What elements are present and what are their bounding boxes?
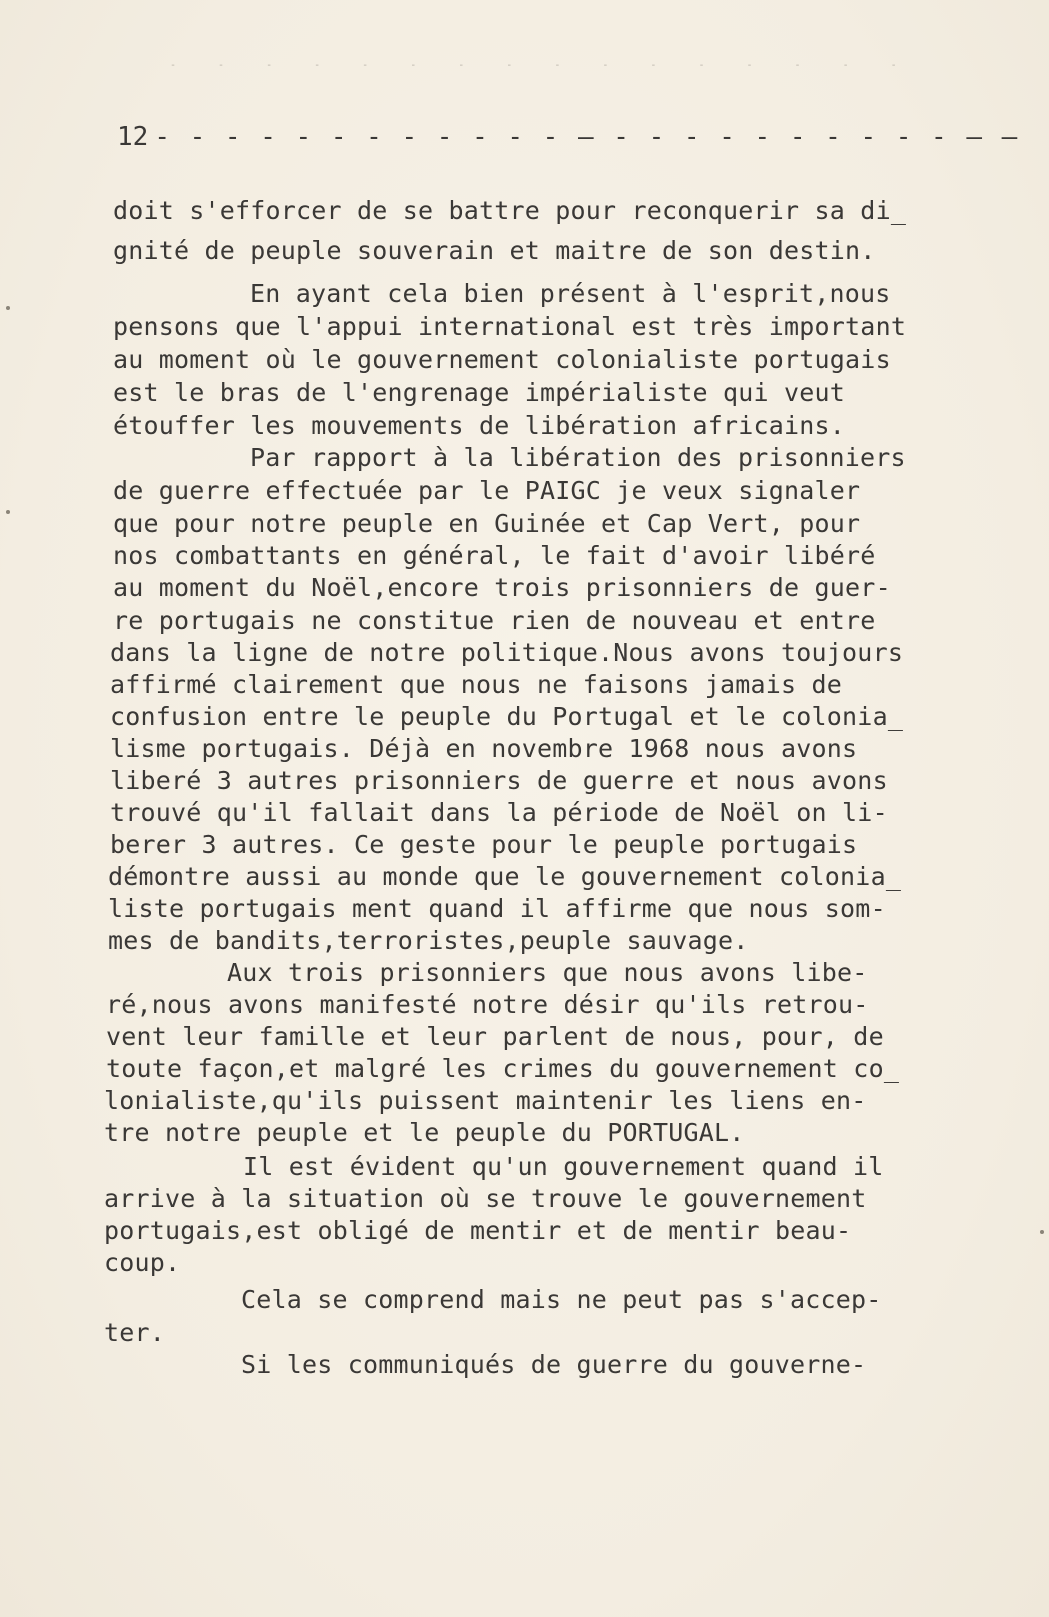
- text-line: Cela se comprend mais ne peut pas s'accep-: [241, 1285, 882, 1314]
- text-line: est le bras de l'engrenage impérialiste qui veut: [113, 378, 846, 407]
- text-line: liberé 3 autres prisonniers de guerre et nous avons: [110, 766, 888, 795]
- text-line: portugais,est obligé de mentir et de mentir beau-: [104, 1216, 852, 1245]
- text-line: ter.: [104, 1318, 166, 1347]
- text-line: étouffer les mouvements de libération africains.: [113, 411, 846, 440]
- text-line: nos combattants en général, le fait d'avoir libéré: [113, 541, 876, 570]
- text-line: vent leur famille et leur parlent de nous, pour, de: [106, 1022, 884, 1051]
- page-number: 12: [117, 122, 149, 152]
- text-line: trouvé qu'il fallait dans la période de Noël on li-: [110, 798, 888, 827]
- margin-speck: [6, 306, 10, 310]
- text-line: arrive à la situation où se trouve le gouvernement: [104, 1184, 867, 1213]
- text-line: liste portugais ment quand il affirme que nous som-: [108, 894, 886, 923]
- text-line: re portugais ne constitue rien de nouveau et entre: [113, 606, 876, 635]
- text-line: En ayant cela bien présent à l'esprit,nous: [250, 279, 891, 308]
- margin-speck: [1040, 1230, 1044, 1234]
- text-line: au moment du Noël,encore trois prisonniers de guer-: [113, 573, 891, 602]
- text-line: doit s'efforcer de se battre pour reconquerir sa di_: [113, 196, 907, 225]
- text-line: pensons que l'appui international est très important: [113, 312, 907, 341]
- text-line: lisme portugais. Déjà en novembre 1968 nous avons: [110, 734, 858, 763]
- text-line: affirmé clairement que nous ne faisons jamais de: [110, 670, 843, 699]
- text-line: de guerre effectuée par le PAIGC je veux signaler: [113, 476, 861, 505]
- header-rule: - - - - - - - - - - - - — - - - - - - - - - - — —: [154, 122, 1020, 152]
- text-line: tre notre peuple et le peuple du PORTUGAL.: [104, 1118, 745, 1147]
- text-line: ré,nous avons manifesté notre désir qu'ils retrou-: [106, 990, 869, 1019]
- text-line: Aux trois prisonniers que nous avons libe-: [227, 958, 868, 987]
- text-line: que pour notre peuple en Guinée et Cap Vert, pour: [113, 509, 861, 538]
- text-line: démontre aussi au monde que le gouvernement colonia_: [108, 862, 902, 891]
- text-line: dans la ligne de notre politique.Nous avons toujours: [110, 638, 904, 667]
- text-line: Il est évident qu'un gouvernement quand il: [243, 1152, 884, 1181]
- faint-bleed-through: - - - - - - - - - - - - - - - -: [170, 60, 915, 71]
- text-line: gnité de peuple souverain et maitre de son destin.: [113, 236, 876, 265]
- text-line: au moment où le gouvernement colonialiste portugais: [113, 345, 891, 374]
- text-line: confusion entre le peuple du Portugal et le colonia_: [110, 702, 904, 731]
- text-line: Si les communiqués de guerre du gouverne-: [241, 1350, 867, 1379]
- text-line: Par rapport à la libération des prisonniers: [250, 443, 906, 472]
- text-line: lonialiste,qu'ils puissent maintenir les liens en-: [104, 1086, 867, 1115]
- text-line: coup.: [104, 1248, 181, 1277]
- text-line: mes de bandits,terroristes,peuple sauvage.: [108, 926, 749, 955]
- margin-speck: [6, 510, 10, 514]
- page-header: [117, 122, 1020, 152]
- text-line: berer 3 autres. Ce geste pour le peuple portugais: [110, 830, 858, 859]
- text-line: toute façon,et malgré les crimes du gouvernement co_: [106, 1054, 900, 1083]
